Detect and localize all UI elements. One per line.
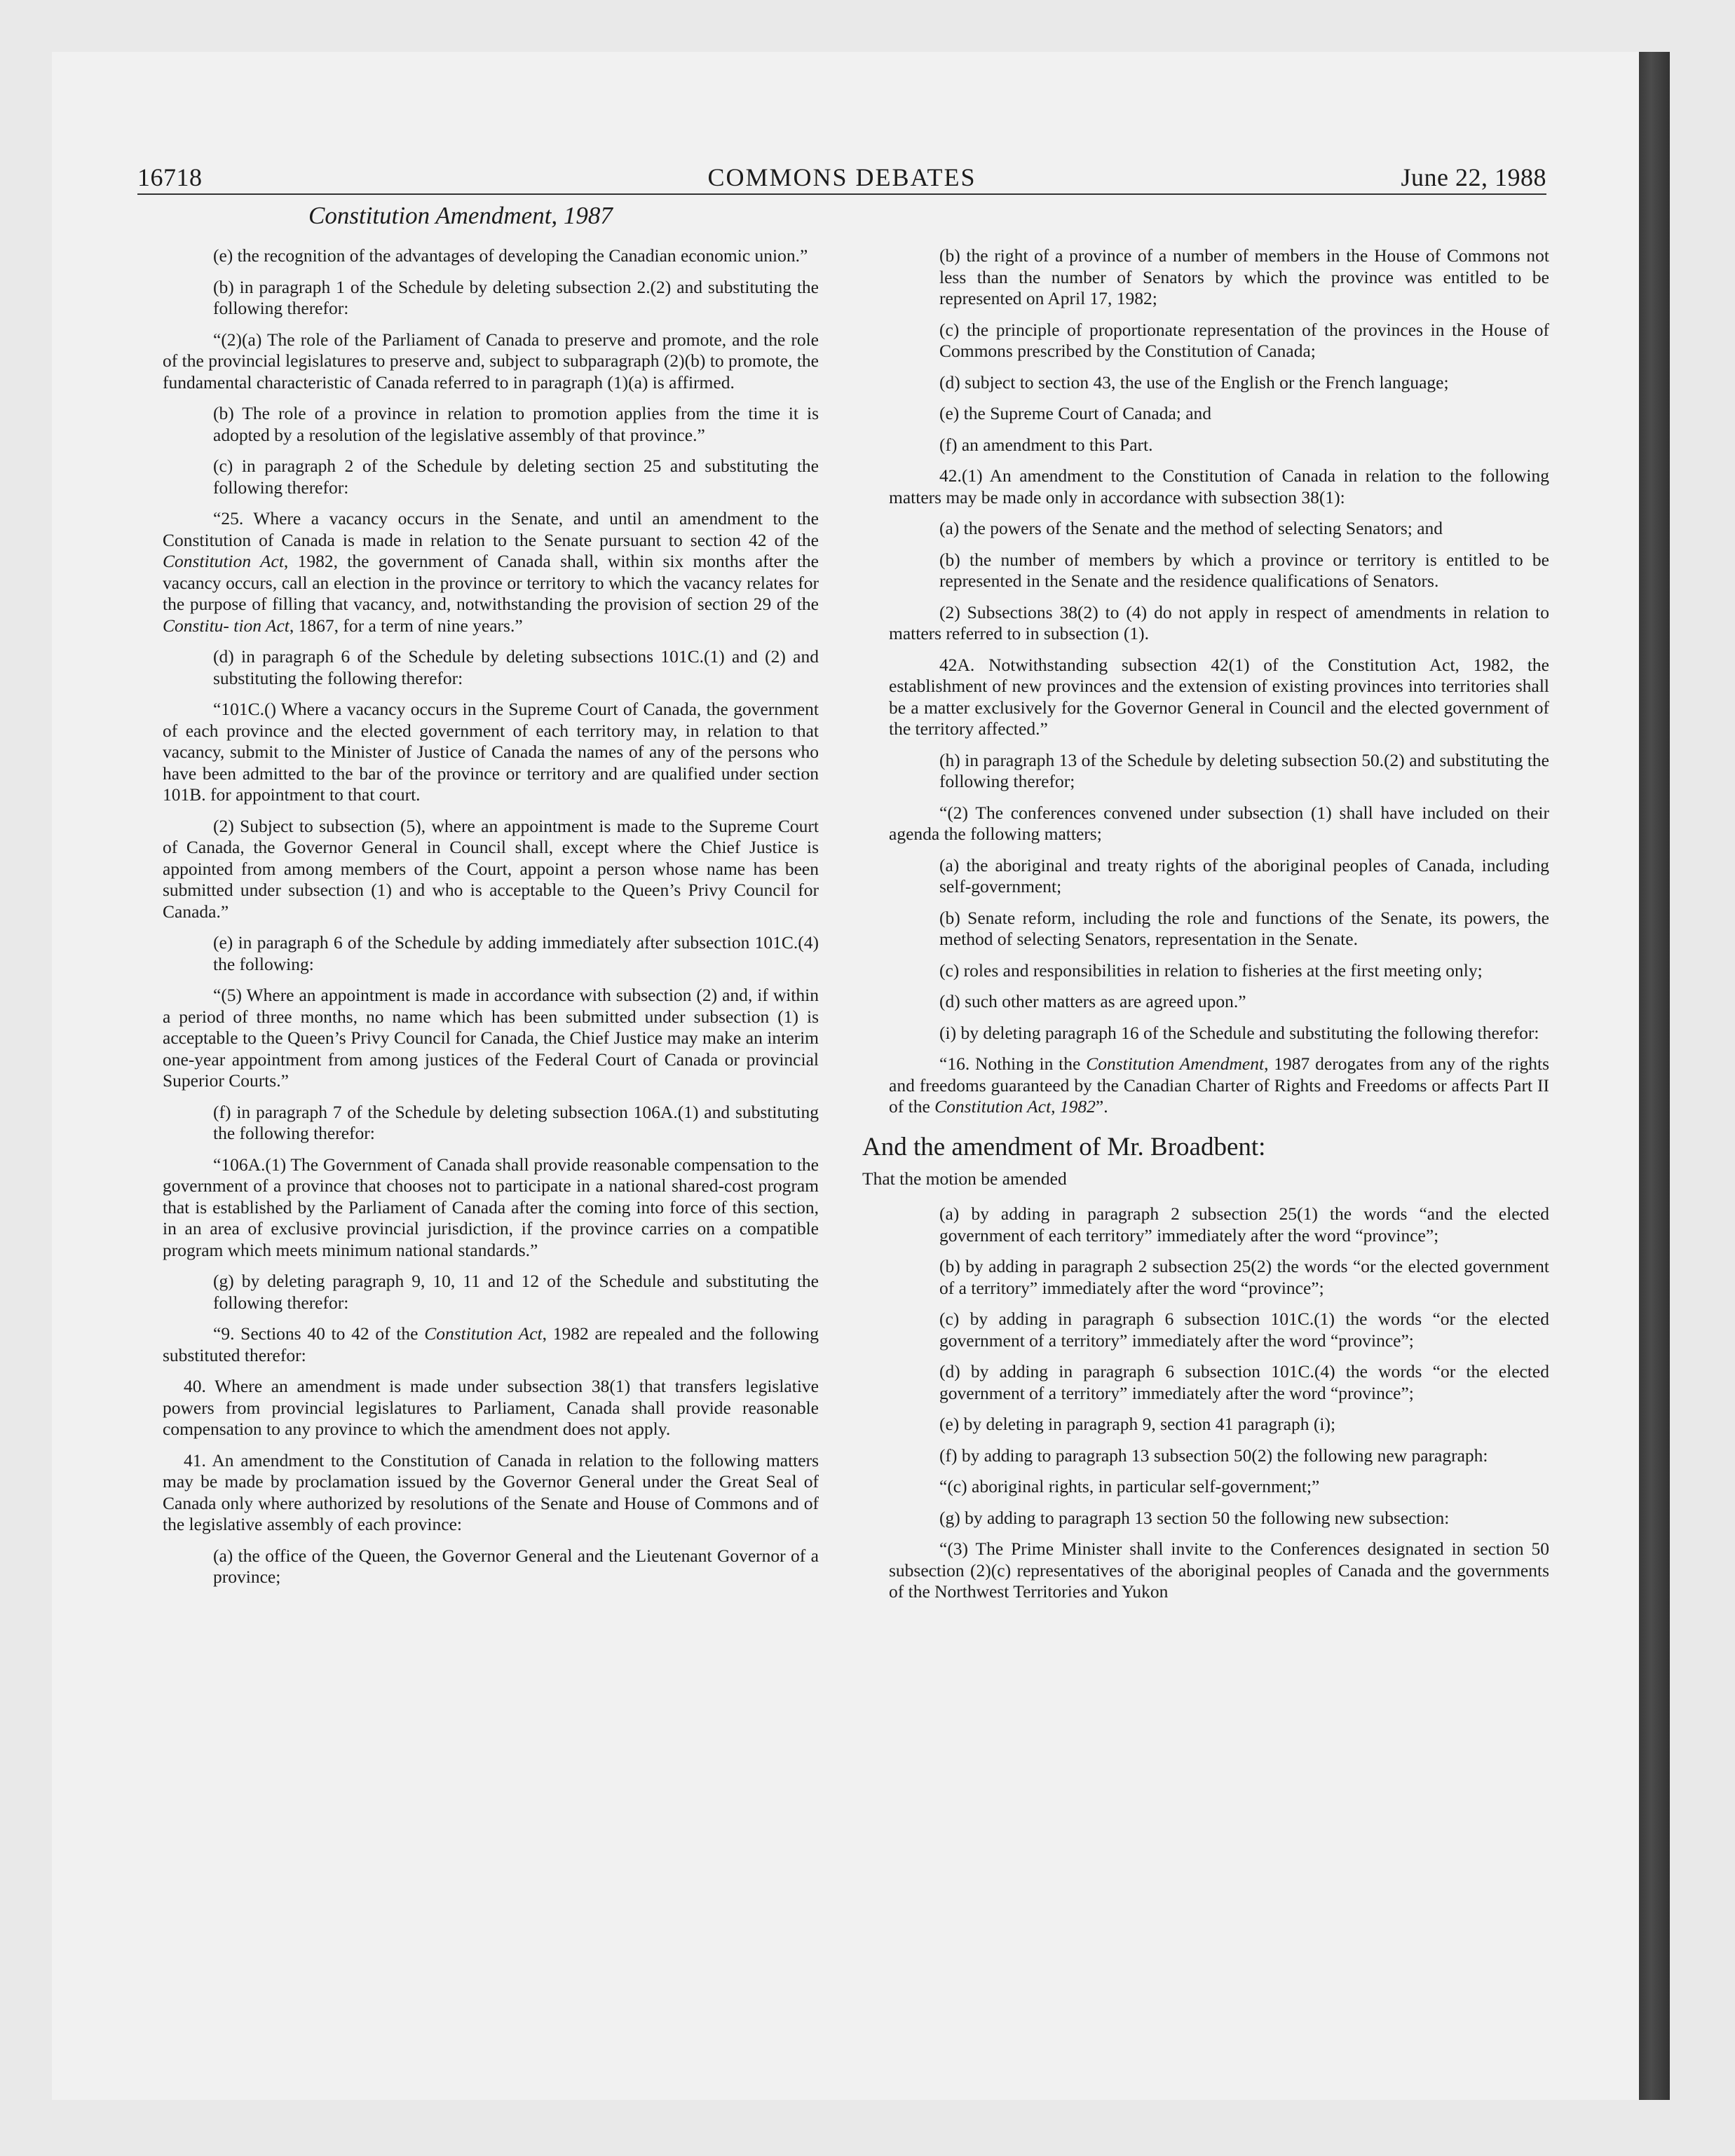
amendment-item: (a) by adding in paragraph 2 subsection 25(1) the words “and the elected government of each territory” immediately after the word “province”;: [939, 1203, 1549, 1246]
paragraph: (b) the number of members by which a province or territory is entitled to be represented in the Senate and the residence qualifications of Senators.: [939, 549, 1549, 591]
right-column: [862, 245, 1550, 1613]
paragraph: (b) The role of a province in relation to promotion applies from the time it is adopted by a resolution of the legislative assembly of that province.”: [213, 403, 819, 445]
paragraph: (c) the principle of proportionate representation of the provinces in the House of Commons prescribed by the Constitution of Canada;: [939, 319, 1549, 361]
motion-line: That the motion be amended: [862, 1168, 1067, 1189]
italic-act-name: Constitu- tion Act: [163, 615, 290, 636]
paragraph: “16. Nothing in the Constitution Amendment, 1987 derogates from any of the rights and freedoms guaranteed by the Canadian Charter of Rights and Freedoms or affects Part II of the Constitution Act, 1982”.: [889, 1053, 1550, 1117]
paragraph: (2) Subsections 38(2) to (4) do not apply in respect of amendments in relation to matters referred to in subsection (1).: [889, 601, 1549, 643]
paragraph: 40. Where an amendment is made under subsection 38(1) that transfers legislative powers from provincial legislatures to Parliament, Canada shall provide reasonable compensation to any province to which the amendment does not apply.: [163, 1376, 819, 1439]
final-paragraph: “(3) The Prime Minister shall invite to the Conferences designated in section 50 subsection (2)(c) representatives of the aboriginal peoples of Canada and the governments of the Northwest Territories and Yukon: [889, 1538, 1549, 1602]
paragraph: (f) an amendment to this Part.: [939, 434, 1153, 455]
italic-act-name: Constitution Act, 1982: [934, 1096, 1096, 1117]
paragraph: (i) by deleting paragraph 16 of the Schedule and substituting the following therefor:: [939, 1022, 1539, 1043]
amendment-item: (f) by adding to paragraph 13 subsection 50(2) the following new paragraph:: [939, 1445, 1488, 1466]
amendment-item: (e) by deleting in paragraph 9, section 41 paragraph (i);: [939, 1414, 1336, 1434]
italic-act-name: Constitution Amendment: [1086, 1053, 1265, 1074]
paragraph: “101C.() Where a vacancy occurs in the Supreme Court of Canada, the government of each province and the elected government of each territory may, in relation to that vacancy, submit to the Minister of Justice of Canada the names of any of the persons who have been admitted to the bar of the province or territory and are qualified under section 101B. for appointment to that court.: [163, 699, 819, 805]
section-title: Constitution Amendment, 1987: [308, 202, 613, 229]
paragraph: (f) in paragraph 7 of the Schedule by deleting subsection 106A.(1) and substituting the following therefor:: [213, 1101, 819, 1143]
paragraph: “25. Where a vacancy occurs in the Senate, and until an amendment to the Constitution of Canada is made in relation to the Senate pursuant to section 42 of the Constitution Act, 1982, the government of Canada shall, within six months after the vacancy occurs, call an election in the province or territory to which the vacancy relates for the purpose of filling that vacancy, and, notwithstanding the provision of section 29 of the Constitu- tion Act, 1867, for a term of nine years.”: [163, 508, 819, 636]
paragraph: (h) in paragraph 13 of the Schedule by deleting subsection 50.(2) and substituting the following therefor;: [939, 749, 1549, 791]
amendment-item: (g) by adding to paragraph 13 section 50 the following new subsection:: [939, 1507, 1450, 1528]
amendment-heading: And the amendment of Mr. Broadbent:: [862, 1132, 1266, 1161]
italic-act-name: Constitution Act: [424, 1323, 543, 1344]
paragraph: (b) in paragraph 1 of the Schedule by deleting subsection 2.(2) and substituting the following therefor:: [213, 276, 819, 318]
paragraph: “106A.(1) The Government of Canada shall provide reasonable compensation to the government of a province that chooses not to participate in a national shared-cost program that is established by the Parliament of Canada after the coming into force of this section, in an area of exclusive provincial jurisdiction, if the province carries on a compatible program which meets minimum national standards.”: [163, 1154, 819, 1260]
paragraph: “(5) Where an appointment is made in accordance with subsection (2) and, if within a period of three months, no name which has been submitted under subsection (1) is acceptable to the Queen’s Privy Council for Canada, the Chief Justice may make an interim one-year appointment from among justices of the Federal Court of Canada or provincial Superior Courts.”: [163, 985, 819, 1091]
paragraph: (2) Subject to subsection (5), where an appointment is made to the Supreme Court of Canada, the Governor General in Council shall, except where the Chief Justice is appointed from among members of the Court, appoint a person whose name has been submitted under subsection (1) and who is acceptable to the Queen’s Privy Council for Canada.”: [163, 815, 819, 922]
amendment-item: (c) by adding in paragraph 6 subsection 101C.(1) the words “or the elected government of a territory” immediately after the word “province”;: [939, 1309, 1549, 1351]
paragraph: (a) the aboriginal and treaty rights of the aboriginal peoples of Canada, including self-government;: [939, 854, 1549, 896]
paragraph: (e) the Supreme Court of Canada; and: [939, 403, 1212, 423]
paragraph: (d) in paragraph 6 of the Schedule by deleting subsections 101C.(1) and (2) and substituting the following therefor:: [213, 646, 819, 688]
paragraph: (a) the powers of the Senate and the method of selecting Senators; and: [939, 518, 1443, 538]
paragraph: (g) by deleting paragraph 9, 10, 11 and 12 of the Schedule and substituting the following therefor:: [213, 1271, 819, 1313]
amendment-item: (b) by adding in paragraph 2 subsection 25(2) the words “or the elected government of a territory” immediately after the word “province”;: [939, 1256, 1549, 1298]
amendment-item: “(c) aboriginal rights, in particular self-government;”: [939, 1476, 1320, 1496]
paragraph: 42.(1) An amendment to the Constitution of Canada in relation to the following matters may be made only in accordance with subsection 38(1):: [889, 465, 1549, 507]
paragraph: (c) roles and responsibilities in relation to fisheries at the first meeting only;: [939, 960, 1483, 981]
page-header: [137, 156, 1546, 195]
paragraph: (d) such other matters as are agreed upon.”: [939, 991, 1246, 1011]
paragraph: 41. An amendment to the Constitution of Canada in relation to the following matters may be made by proclamation issued by the Governor General under the Great Seal of Canada only where authorized by resolutions of the Senate and House of Commons and of the legislative assembly of each province:: [163, 1449, 819, 1534]
italic-act-name: Constitution Act: [163, 551, 284, 571]
page-number: 16718: [137, 163, 203, 191]
paragraph: “9. Sections 40 to 42 of the Constitution Act, 1982 are repealed and the following substituted therefor:: [163, 1323, 819, 1365]
paragraph: “(2) The conferences convened under subsection (1) shall have included on their agenda the following matters;: [889, 802, 1549, 844]
paragraph: (e) the recognition of the advantages of developing the Canadian economic union.”: [213, 245, 808, 266]
paragraph: (b) Senate reform, including the role and functions of the Senate, its powers, the method of selecting Senators, representation in the Senate.: [939, 907, 1549, 949]
paragraph: “(2)(a) The role of the Parliament of Canada to preserve and promote, and the role of the provincial legislatures to preserve and, subject to subparagraph (2)(b) to promote, the fundamental characteristic of Canada referred to in paragraph (1)(a) is affirmed.: [163, 329, 819, 393]
publication-title: COMMONS DEBATES: [707, 163, 977, 191]
paragraph: (c) in paragraph 2 of the Schedule by deleting section 25 and substituting the following therefor:: [213, 456, 819, 498]
left-column: [163, 245, 819, 1598]
paragraph: (d) subject to section 43, the use of the English or the French language;: [939, 371, 1449, 393]
paragraph: (a) the office of the Queen, the Governor General and the Lieutenant Governor of a province;: [213, 1545, 819, 1587]
paragraph: (b) the right of a province of a number of members in the House of Commons not less than the number of Senators by which the province was entitled to be represented on April 17, 1982;: [939, 245, 1549, 308]
paragraph: (e) in paragraph 6 of the Schedule by adding immediately after subsection 101C.(4) the following:: [213, 932, 819, 974]
paragraph: 42A. Notwithstanding subsection 42(1) of the Constitution Act, 1982, the establishment of new provinces and the extension of existing provinces into territories shall be a matter exclusively for the Governor General in Council and the elected government of the territory affected.”: [889, 654, 1549, 739]
amendment-item: (d) by adding in paragraph 6 subsection 101C.(4) the words “or the elected government of a territory” immediately after the word “province”;: [939, 1361, 1549, 1403]
publication-date: June 22, 1988: [1401, 163, 1546, 191]
binding-edge: [1639, 52, 1670, 2100]
